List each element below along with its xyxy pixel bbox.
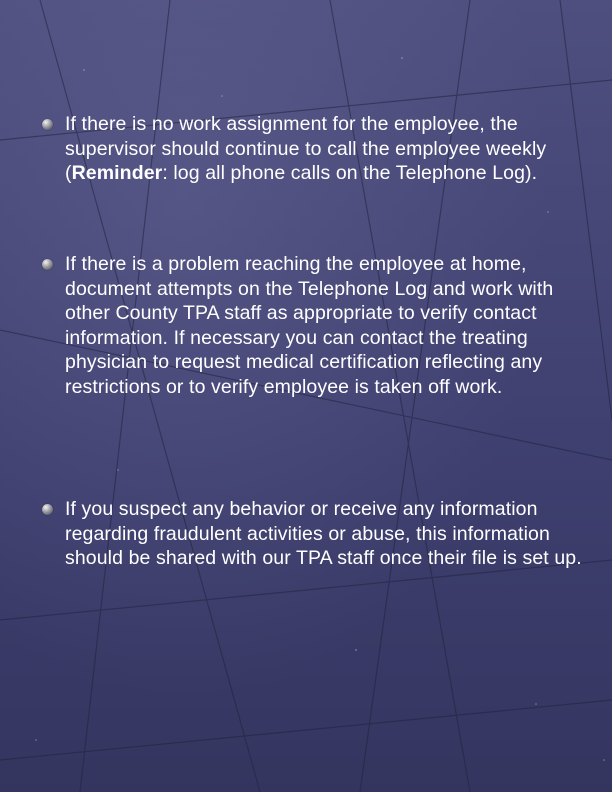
bullet-text-1-before: If there is no work assignment for the employee, the supervisor should continue to call the employee weekly ( [65, 113, 547, 184]
bullet-text-1-after: : log all phone calls on the Telephone Log). [162, 162, 538, 184]
bullet-icon [42, 259, 53, 270]
bullet-text-2: If there is a problem reaching the employee at home, document attempts on the Telephone Log and work with other County TPA staff as appropriate to verify contact information. If necessary you can contact the treating physician to request medical certification reflecting any restrictions or to verify employee is taken off work. [65, 253, 554, 398]
bullet-text-3: If you suspect any behavior or receive any information regarding fraudulent activities or abuse, this information should be shared with our TPA staff once their file is set up. [65, 498, 582, 569]
reminder-bold: Reminder [71, 162, 163, 184]
bullet-text-1 [65, 112, 590, 186]
bullet-icon [42, 504, 53, 515]
bullet-icon [42, 119, 53, 130]
